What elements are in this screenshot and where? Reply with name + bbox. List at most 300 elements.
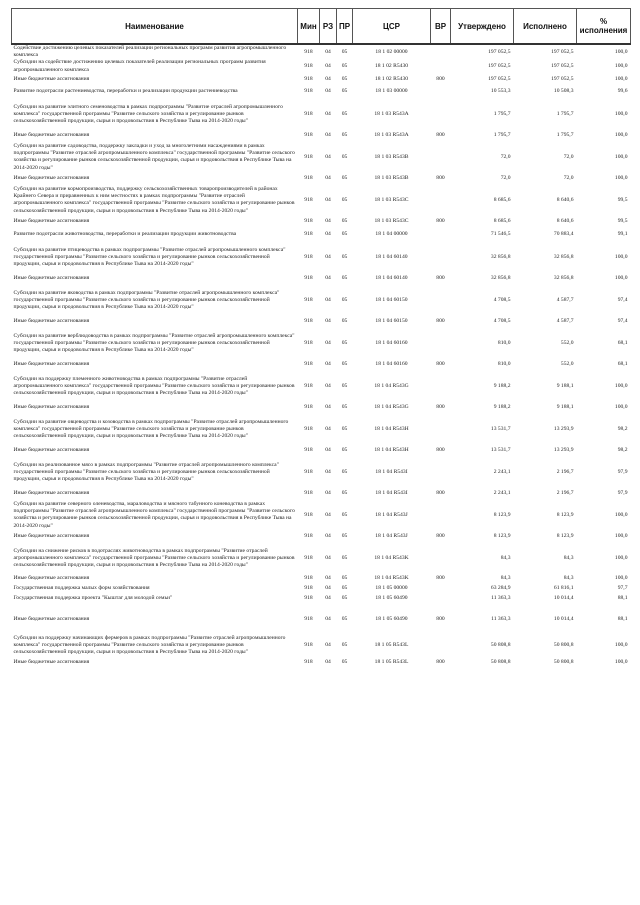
cell-approved: 810,0 bbox=[497, 339, 511, 346]
cell-vr: 800 bbox=[436, 447, 445, 454]
cell-pr: 05 bbox=[341, 88, 348, 95]
cell-vr bbox=[431, 414, 451, 445]
cell-percent: 98,2 bbox=[617, 447, 628, 454]
table-row bbox=[12, 531, 631, 543]
cell-vr bbox=[431, 328, 451, 359]
table-row bbox=[12, 414, 631, 445]
table-row bbox=[12, 228, 631, 242]
cell-percent: 100,0 bbox=[614, 658, 628, 665]
cell-percent: 98,2 bbox=[617, 425, 628, 432]
table-row bbox=[12, 328, 631, 359]
cell-csr: 18 1 05 R543L bbox=[374, 658, 409, 665]
cell-rz: 04 bbox=[325, 296, 331, 303]
cell-min: 918 bbox=[304, 253, 313, 260]
cell-rz: 04 bbox=[325, 468, 331, 475]
cell-executed: 9 188,1 bbox=[556, 382, 574, 389]
cell-min: 918 bbox=[304, 404, 313, 411]
cell-executed: 10 508,3 bbox=[553, 88, 574, 95]
cell-percent: 68,1 bbox=[617, 339, 628, 346]
cell-vr bbox=[431, 584, 451, 594]
header-percent-symbol: % bbox=[599, 17, 608, 26]
cell-vr: 800 bbox=[436, 218, 445, 225]
cell-rz: 04 bbox=[325, 275, 331, 282]
cell-min: 918 bbox=[304, 153, 313, 160]
table-row bbox=[12, 488, 631, 500]
cell-name: Развитие подотрасли животноводства, переработки и реализации продукции животноводства bbox=[13, 231, 237, 238]
cell-name: Иные бюджетные ассигнования bbox=[13, 132, 90, 139]
cell-csr: 18 1 04 60160 bbox=[375, 361, 408, 368]
cell-min: 918 bbox=[304, 132, 313, 139]
cell-csr: 18 1 04 60140 bbox=[375, 253, 408, 260]
cell-pr: 05 bbox=[341, 575, 348, 582]
cell-vr: 800 bbox=[436, 75, 445, 82]
cell-pr: 05 bbox=[341, 404, 348, 411]
cell-approved: 50 808,8 bbox=[490, 642, 511, 649]
cell-executed: 1 795,7 bbox=[556, 110, 574, 117]
cell-vr: 800 bbox=[436, 615, 445, 622]
cell-csr: 18 1 04 60160 bbox=[375, 339, 408, 346]
cell-csr: 18 1 04 R543H bbox=[374, 425, 409, 432]
cell-percent: 97,9 bbox=[617, 468, 628, 475]
cell-approved: 8 685,6 bbox=[493, 218, 511, 225]
cell-vr: 800 bbox=[436, 175, 445, 182]
cell-percent: 100,0 bbox=[614, 110, 628, 117]
cell-executed: 8 123,9 bbox=[556, 511, 574, 518]
header-executed: Исполнено bbox=[514, 9, 577, 45]
cell-pr: 05 bbox=[341, 595, 348, 602]
cell-rz: 04 bbox=[325, 595, 331, 602]
cell-name: Субсидии на развитие элитного семеноводства в рамках подпрограммы "Развитие отраслей агропромышленного комплекса" государственной программы "Развитие сельского хозяйства и регулирование рынков сельскохозяйственной продукции, сырья и продовольствия в Республике Тыва на 2014-2020 годы" bbox=[13, 103, 283, 124]
cell-executed: 72,0 bbox=[563, 153, 574, 160]
cell-rz: 04 bbox=[325, 658, 331, 665]
cell-rz: 04 bbox=[325, 153, 331, 160]
cell-vr bbox=[431, 85, 451, 99]
cell-percent: 100,0 bbox=[614, 175, 628, 182]
cell-executed: 13 293,9 bbox=[553, 425, 574, 432]
cell-percent: 88,1 bbox=[617, 615, 628, 622]
cell-executed: 32 856,8 bbox=[553, 275, 574, 282]
cell-csr: 18 1 05 60490 bbox=[375, 615, 408, 622]
cell-rz: 04 bbox=[325, 575, 331, 582]
cell-pr: 05 bbox=[341, 75, 348, 82]
cell-pr: 05 bbox=[341, 253, 348, 260]
cell-percent: 100,0 bbox=[614, 533, 628, 540]
cell-rz: 04 bbox=[325, 533, 331, 540]
cell-csr: 18 1 02 R5430 bbox=[374, 75, 409, 82]
cell-csr: 18 1 03 00000 bbox=[375, 88, 408, 95]
cell-csr: 18 1 04 R543G bbox=[374, 382, 409, 389]
cell-pr: 05 bbox=[341, 554, 348, 561]
cell-vr bbox=[431, 457, 451, 488]
cell-name: Субсидии на развитие овцеводства и козоводства в рамках подпрограммы "Развитие отраслей агропромышленного комплекса" государственной программы "Развитие сельского хозяйства и регулирование рынков сельскохозяйственной продукции, сырья и продовольствия в Республике Тыва на 2014-2020 годы" bbox=[13, 418, 289, 439]
cell-min: 918 bbox=[304, 382, 313, 389]
cell-name: Иные бюджетные ассигнования bbox=[13, 575, 90, 582]
cell-csr: 18 1 04 R543J bbox=[375, 511, 408, 518]
cell-percent: 88,1 bbox=[617, 595, 628, 602]
cell-vr bbox=[431, 59, 451, 73]
cell-vr: 800 bbox=[436, 533, 445, 540]
cell-vr bbox=[431, 500, 451, 531]
table-row bbox=[12, 316, 631, 328]
cell-rz: 04 bbox=[325, 404, 331, 411]
cell-min: 918 bbox=[304, 296, 313, 303]
cell-percent: 97,4 bbox=[617, 318, 628, 325]
cell-approved: 4 708,5 bbox=[493, 318, 511, 325]
table-row bbox=[12, 574, 631, 584]
cell-percent: 100,0 bbox=[614, 132, 628, 139]
cell-approved: 1 795,7 bbox=[493, 132, 511, 139]
cell-name: Субсидии на поддержку племенного животноводства в рамках подпрограммы "Развитие отраслей агропромышленного комплекса" государственной программы "Развитие сельского хозяйства и регулирование рынков сельскохозяйственной продукции, сырья и продовольствия в Республике Тыва на 2014-2020 годы" bbox=[13, 375, 295, 396]
cell-name: Субсидии на развитие верблюдоводства в рамках подпрограммы "Развитие отраслей агропромышленного комплекса" государственной программы "Развитие сельского хозяйства и регулирование рынков сельскохозяйственной продукции, сырья и продовольствия в Республике Тыва на 2014-2020 годы" bbox=[13, 332, 295, 353]
cell-min: 918 bbox=[304, 615, 313, 622]
cell-percent: 100,0 bbox=[614, 63, 628, 69]
table-row bbox=[12, 543, 631, 574]
cell-percent: 97,7 bbox=[617, 585, 628, 592]
cell-executed: 9 188,1 bbox=[556, 404, 574, 411]
cell-pr: 05 bbox=[341, 585, 348, 592]
cell-percent: 100,0 bbox=[614, 75, 628, 82]
header-csr: ЦСР bbox=[353, 9, 431, 45]
table-row bbox=[12, 216, 631, 228]
table-row bbox=[12, 142, 631, 173]
table-row bbox=[12, 59, 631, 73]
cell-pr: 05 bbox=[341, 296, 348, 303]
cell-rz: 04 bbox=[325, 231, 331, 238]
table-row bbox=[12, 594, 631, 604]
cell-percent: 99,6 bbox=[617, 88, 628, 95]
table-row bbox=[12, 285, 631, 316]
cell-approved: 8 123,9 bbox=[493, 533, 511, 540]
cell-name: Субсидии на развитие северного оленеводства, мараловодства и мясного табунного коневодства в рамках подпрограммы "Развитие отраслей агропромышленного комплекса" государственной программы "Развитие сельского хозяйства и регулирование рынков сельскохозяйственной продукции, сырья и продовольствия в Республике Тыва на 2014-2020 годы" bbox=[13, 500, 295, 529]
cell-pr: 05 bbox=[341, 642, 348, 649]
cell-rz: 04 bbox=[325, 110, 331, 117]
cell-min: 918 bbox=[304, 595, 313, 602]
cell-rz: 04 bbox=[325, 48, 331, 55]
budget-table bbox=[11, 8, 631, 668]
cell-name: Субсидии на развитие кормопроизводства, поддержку сельскохозяйственных товаропроизводителей в районах Крайнего Севера и приравненных к ним местностях в рамках подпрограммы "Развитие отраслей агропромышленного комплекса" государственной программы "Развитие сельского хозяйства и регулирование рынков сельскохозяйственной продукции, сырья и продовольствия в Республике Тыва на 2014-2020 годы" bbox=[13, 185, 295, 214]
cell-min: 918 bbox=[304, 48, 313, 55]
cell-rz: 04 bbox=[325, 218, 331, 225]
table-row bbox=[12, 74, 631, 85]
cell-approved: 84,3 bbox=[500, 554, 511, 561]
cell-min: 918 bbox=[304, 231, 313, 238]
cell-vr: 800 bbox=[436, 275, 445, 282]
cell-approved: 11 363,3 bbox=[491, 615, 511, 622]
cell-vr bbox=[431, 142, 451, 173]
cell-name: Иные бюджетные ассигнования bbox=[13, 533, 90, 540]
cell-percent: 100,0 bbox=[614, 275, 628, 282]
table-row bbox=[12, 85, 631, 99]
header-rz: РЗ bbox=[320, 9, 337, 45]
cell-vr bbox=[431, 242, 451, 273]
cell-executed: 2 196,7 bbox=[556, 490, 574, 497]
table-row bbox=[12, 130, 631, 142]
cell-pr: 05 bbox=[341, 231, 348, 238]
cell-pr: 05 bbox=[341, 425, 348, 432]
cell-min: 918 bbox=[304, 218, 313, 225]
cell-rz: 04 bbox=[325, 75, 331, 82]
cell-pr: 05 bbox=[341, 153, 348, 160]
header-percent bbox=[577, 9, 631, 45]
cell-name: Иные бюджетные ассигнования bbox=[13, 75, 90, 82]
cell-min: 918 bbox=[304, 196, 313, 203]
cell-min: 918 bbox=[304, 110, 313, 117]
cell-name: Субсидии на содействие достижению целевых показателей реализации региональных программ развития агропромышленного комплекса bbox=[13, 59, 266, 73]
cell-approved: 8 685,6 bbox=[493, 196, 511, 203]
cell-csr: 18 1 04 60150 bbox=[375, 318, 408, 325]
cell-percent: 68,1 bbox=[617, 361, 628, 368]
cell-rz: 04 bbox=[325, 511, 331, 518]
cell-approved: 63 284,9 bbox=[490, 585, 511, 592]
cell-pr: 05 bbox=[341, 63, 348, 69]
table-row bbox=[12, 173, 631, 185]
cell-percent: 99,1 bbox=[617, 231, 628, 238]
cell-vr: 800 bbox=[436, 361, 445, 368]
cell-executed: 32 856,8 bbox=[553, 253, 574, 260]
cell-executed: 61 816,1 bbox=[553, 585, 574, 592]
cell-executed: 8 640,6 bbox=[556, 196, 574, 203]
table-row bbox=[12, 445, 631, 457]
header-pr: ПР bbox=[337, 9, 353, 45]
table-row bbox=[12, 185, 631, 216]
cell-approved: 197 052,5 bbox=[488, 63, 511, 69]
cell-csr: 18 1 03 R543B bbox=[374, 175, 409, 182]
cell-csr: 18 1 04 R543G bbox=[374, 404, 409, 411]
cell-rz: 04 bbox=[325, 196, 331, 203]
header-approved: Утверждено bbox=[451, 9, 514, 45]
header-percent-label: исполнения bbox=[579, 26, 628, 35]
cell-min: 918 bbox=[304, 175, 313, 182]
cell-pr: 05 bbox=[341, 196, 348, 203]
cell-vr bbox=[431, 594, 451, 604]
cell-name: Государственная поддержка проекта "Кыштаг для молодой семьи" bbox=[13, 595, 173, 602]
cell-executed: 70 883,4 bbox=[553, 231, 574, 238]
cell-pr: 05 bbox=[341, 48, 348, 55]
cell-approved: 1 795,7 bbox=[493, 110, 511, 117]
cell-pr: 05 bbox=[341, 382, 348, 389]
cell-min: 918 bbox=[304, 533, 313, 540]
cell-approved: 810,0 bbox=[497, 361, 511, 368]
table-body bbox=[12, 44, 631, 668]
cell-percent: 100,0 bbox=[614, 575, 628, 582]
cell-csr: 18 1 03 R543C bbox=[374, 218, 409, 225]
cell-min: 918 bbox=[304, 447, 313, 454]
cell-vr bbox=[431, 44, 451, 59]
cell-approved: 197 052,5 bbox=[488, 75, 511, 82]
cell-percent: 100,0 bbox=[614, 153, 628, 160]
cell-executed: 50 800,8 bbox=[553, 658, 574, 665]
header-min: Мин bbox=[298, 9, 320, 45]
cell-min: 918 bbox=[304, 575, 313, 582]
cell-csr: 18 1 05 R543L bbox=[374, 642, 409, 649]
cell-min: 918 bbox=[304, 658, 313, 665]
cell-min: 918 bbox=[304, 318, 313, 325]
cell-rz: 04 bbox=[325, 132, 331, 139]
cell-name: Субсидии на снижение рисков в подотраслях животноводства в рамках подпрограммы "Развитие отраслей агропромышленного комплекса" государственной программы "Развитие сельского хозяйства и регулирование рынков сельскохозяйственной продукции, сырья и продовольствия в Республике Тыва на 2014-2020 годы" bbox=[13, 547, 295, 568]
table-row bbox=[12, 604, 631, 635]
cell-approved: 13 531,7 bbox=[490, 447, 511, 454]
cell-vr bbox=[431, 285, 451, 316]
cell-name: Иные бюджетные ассигнования bbox=[13, 275, 90, 282]
cell-executed: 10 014,4 bbox=[553, 615, 574, 622]
cell-executed: 84,3 bbox=[563, 575, 574, 582]
cell-rz: 04 bbox=[325, 63, 331, 69]
cell-csr: 18 1 04 R543K bbox=[374, 575, 409, 582]
table-row bbox=[12, 99, 631, 130]
cell-approved: 32 856,8 bbox=[490, 253, 511, 260]
cell-approved: 197 052,5 bbox=[488, 48, 511, 55]
cell-csr: 18 1 04 00000 bbox=[375, 231, 408, 238]
table-row bbox=[12, 457, 631, 488]
cell-min: 918 bbox=[304, 339, 313, 346]
cell-executed: 4 587,7 bbox=[556, 296, 574, 303]
header-vr: ВР bbox=[431, 9, 451, 45]
cell-executed: 197 052,5 bbox=[551, 63, 574, 69]
cell-vr: 800 bbox=[436, 132, 445, 139]
cell-vr bbox=[431, 635, 451, 657]
cell-approved: 71 546,5 bbox=[490, 231, 511, 238]
cell-vr bbox=[431, 228, 451, 242]
cell-name: Субсидии на поддержку начинающих фермеров в рамках подпрограммы "Развитие отраслей агропромышленного комплекса" государственной программы "Развитие сельского хозяйства и регулирование рынков сельскохозяйственной продукции, сырья и продовольствия в Республике Тыва на 2014-2020 годы" bbox=[13, 634, 286, 656]
cell-csr: 18 1 04 60150 bbox=[375, 296, 408, 303]
cell-rz: 04 bbox=[325, 642, 331, 649]
cell-name: Иные бюджетные ассигнования bbox=[13, 447, 90, 454]
cell-name: Иные бюджетные ассигнования bbox=[13, 404, 90, 411]
cell-min: 918 bbox=[304, 361, 313, 368]
cell-rz: 04 bbox=[325, 554, 331, 561]
cell-min: 918 bbox=[304, 642, 313, 649]
cell-executed: 8 123,9 bbox=[556, 533, 574, 540]
cell-min: 918 bbox=[304, 88, 313, 95]
cell-approved: 84,3 bbox=[500, 575, 511, 582]
cell-min: 918 bbox=[304, 63, 313, 69]
header-name: Наименование bbox=[12, 9, 298, 45]
cell-pr: 05 bbox=[341, 361, 348, 368]
cell-name: Развитие подотрасли растениеводства, переработки и реализации продукции растениеводства bbox=[13, 88, 238, 95]
cell-approved: 9 188,2 bbox=[493, 382, 511, 389]
cell-name: Иные бюджетные ассигнования bbox=[13, 218, 90, 225]
cell-percent: 100,0 bbox=[614, 511, 628, 518]
cell-vr: 800 bbox=[436, 658, 445, 665]
cell-csr: 18 1 02 R5430 bbox=[374, 63, 409, 69]
cell-min: 918 bbox=[304, 490, 313, 497]
cell-executed: 197 052,5 bbox=[551, 75, 574, 82]
cell-rz: 04 bbox=[325, 615, 331, 622]
cell-approved: 8 123,9 bbox=[493, 511, 511, 518]
cell-csr: 18 1 03 R543A bbox=[374, 132, 409, 139]
cell-name: Иные бюджетные ассигнования bbox=[13, 175, 90, 182]
cell-csr: 18 1 02 00000 bbox=[375, 48, 408, 55]
table-row bbox=[12, 402, 631, 414]
cell-csr: 18 1 04 R543K bbox=[374, 554, 409, 561]
cell-rz: 04 bbox=[325, 382, 331, 389]
cell-rz: 04 bbox=[325, 361, 331, 368]
cell-rz: 04 bbox=[325, 318, 331, 325]
cell-rz: 04 bbox=[325, 447, 331, 454]
table-row bbox=[12, 44, 631, 59]
cell-approved: 13 531,7 bbox=[490, 425, 511, 432]
table-row bbox=[12, 500, 631, 531]
cell-rz: 04 bbox=[325, 585, 331, 592]
cell-approved: 50 808,8 bbox=[490, 658, 511, 665]
cell-vr bbox=[431, 185, 451, 216]
cell-pr: 05 bbox=[341, 339, 348, 346]
cell-pr: 05 bbox=[341, 468, 348, 475]
cell-name: Иные бюджетные ассигнования bbox=[13, 615, 90, 622]
cell-csr: 18 1 03 R543A bbox=[374, 110, 409, 117]
cell-percent: 97,4 bbox=[617, 296, 628, 303]
cell-vr bbox=[431, 371, 451, 402]
cell-min: 918 bbox=[304, 425, 313, 432]
cell-percent: 100,0 bbox=[614, 253, 628, 260]
cell-approved: 72,0 bbox=[500, 153, 511, 160]
cell-name: Иные бюджетные ассигнования bbox=[13, 490, 90, 497]
cell-executed: 50 800,8 bbox=[553, 642, 574, 649]
cell-vr: 800 bbox=[436, 575, 445, 582]
cell-executed: 8 640,6 bbox=[556, 218, 574, 225]
cell-executed: 552,0 bbox=[560, 339, 574, 346]
cell-approved: 11 363,3 bbox=[491, 595, 511, 602]
cell-vr bbox=[431, 543, 451, 574]
cell-executed: 2 196,7 bbox=[556, 468, 574, 475]
cell-pr: 05 bbox=[341, 275, 348, 282]
cell-vr bbox=[431, 99, 451, 130]
cell-pr: 05 bbox=[341, 511, 348, 518]
cell-pr: 05 bbox=[341, 218, 348, 225]
cell-vr: 800 bbox=[436, 404, 445, 411]
cell-percent: 99,5 bbox=[617, 196, 628, 203]
cell-rz: 04 bbox=[325, 425, 331, 432]
cell-percent: 100,0 bbox=[614, 382, 628, 389]
cell-approved: 10 553,3 bbox=[490, 88, 511, 95]
table-row bbox=[12, 584, 631, 594]
table-row bbox=[12, 635, 631, 657]
cell-pr: 05 bbox=[341, 615, 348, 622]
cell-executed: 552,0 bbox=[560, 361, 574, 368]
table-row bbox=[12, 242, 631, 273]
cell-pr: 05 bbox=[341, 658, 348, 665]
cell-executed: 4 587,7 bbox=[556, 318, 574, 325]
cell-name: Государственная поддержка малых форм хозяйствования bbox=[13, 585, 150, 592]
cell-rz: 04 bbox=[325, 88, 331, 95]
cell-name: Субсидии на развитие птицеводства в рамках подпрограммы "Развитие отраслей агропромышленного комплекса" государственной программы "Развитие сельского хозяйства и регулирование рынков сельскохозяйственной продукции, сырья и продовольствия в Республике Тыва на 2014-2020 годы" bbox=[13, 246, 286, 267]
table-row bbox=[12, 371, 631, 402]
cell-executed: 72,0 bbox=[563, 175, 574, 182]
table-row bbox=[12, 273, 631, 285]
cell-pr: 05 bbox=[341, 132, 348, 139]
cell-pr: 05 bbox=[341, 110, 348, 117]
cell-vr: 800 bbox=[436, 490, 445, 497]
cell-approved: 2 243,1 bbox=[493, 490, 511, 497]
cell-pr: 05 bbox=[341, 175, 348, 182]
cell-approved: 9 188,2 bbox=[493, 404, 511, 411]
cell-pr: 05 bbox=[341, 533, 348, 540]
cell-csr: 18 1 05 60490 bbox=[375, 595, 408, 602]
table-row bbox=[12, 359, 631, 371]
cell-percent: 100,0 bbox=[614, 554, 628, 561]
cell-csr: 18 1 04 R543H bbox=[374, 447, 409, 454]
cell-min: 918 bbox=[304, 275, 313, 282]
cell-csr: 18 1 04 R543I bbox=[375, 490, 408, 497]
cell-pr: 05 bbox=[341, 318, 348, 325]
cell-rz: 04 bbox=[325, 175, 331, 182]
table-row bbox=[12, 656, 631, 668]
cell-name: Иные бюджетные ассигнования bbox=[13, 361, 90, 368]
cell-rz: 04 bbox=[325, 253, 331, 260]
cell-executed: 13 293,9 bbox=[553, 447, 574, 454]
cell-executed: 10 014,4 bbox=[553, 595, 574, 602]
cell-percent: 100,0 bbox=[614, 642, 628, 649]
